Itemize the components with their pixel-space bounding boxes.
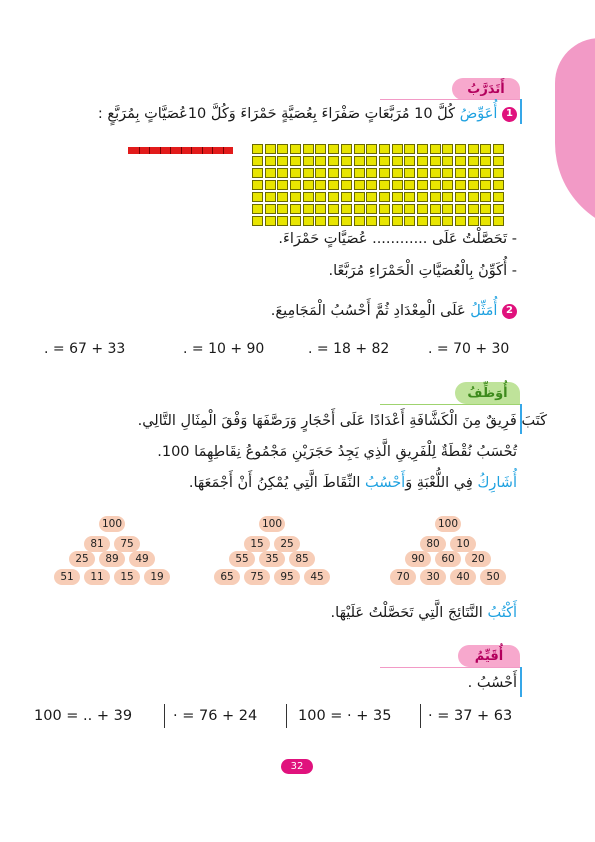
unit-square [366, 144, 377, 154]
assess-sep-1 [164, 704, 165, 728]
unit-square [442, 204, 453, 214]
employ-line-1: كَتَبَ فَرِيقٌ مِنَ الْكَشَّافَةِ أَعْدَادًا عَلَى أَحْجَارٍ وَرَصَّفَهَا وَفْقَ الْمِثَالِ التَّالِي. [137, 413, 547, 429]
ex1-line-a: - تَحَصَّلْتُ عَلَى ............ عُصَيَّاتٍ حَمْرَاءَ. [278, 231, 517, 247]
unit-square [493, 168, 504, 178]
rod-segment-mark [212, 147, 213, 154]
unit-square [328, 168, 339, 178]
unit-square [379, 144, 390, 154]
unit-square [442, 180, 453, 190]
unit-square [379, 156, 390, 166]
stone-number: 100 [259, 516, 285, 532]
employ-line-3-rest: النِّقَاطَ الَّتِي يُمْكِنُ أَنْ أَجْمَعَهَا. [188, 475, 361, 491]
ex2-verb: أُمَثِّلُ [470, 303, 498, 319]
unit-square [252, 204, 263, 214]
unit-square [480, 180, 491, 190]
unit-square [341, 180, 352, 190]
stone-number: 100 [99, 516, 125, 532]
unit-square [290, 192, 301, 202]
unit-square [341, 216, 352, 226]
ex1-instruction [47, 106, 517, 123]
unit-square [404, 156, 415, 166]
unit-square [468, 204, 479, 214]
page-number: 32 [281, 759, 313, 774]
stone-number: 55 [229, 551, 255, 567]
unit-square [265, 192, 276, 202]
unit-square [392, 216, 403, 226]
rod-segment-mark [170, 147, 171, 154]
stone-number: 60 [435, 551, 461, 567]
ex1-rest: كُلَّ 10 مُرَبَّعَاتٍ صَفْرَاءَ بِعُصَيَّةٍ حَمْرَاءَ وَكُلَّ 10عُصَيَّاتٍ بِمُرَبَّعٍ : [97, 106, 456, 122]
unit-square [404, 192, 415, 202]
unit-square [277, 204, 288, 214]
unit-square [480, 192, 491, 202]
stone-number: 90 [405, 551, 431, 567]
unit-square [430, 144, 441, 154]
ex2-rest: عَلَى الْمِعْدَادِ ثُمَّ أَحْسُبُ الْمَجَامِيعَ. [270, 303, 466, 319]
unit-square [328, 156, 339, 166]
unit-square [277, 192, 288, 202]
rod-segment-mark [202, 147, 203, 154]
unit-square [379, 216, 390, 226]
unit-square [252, 168, 263, 178]
unit-square [392, 192, 403, 202]
unit-square [392, 168, 403, 178]
unit-square [379, 168, 390, 178]
unit-square [493, 180, 504, 190]
unit-square [303, 144, 314, 154]
unit-square [290, 168, 301, 178]
unit-square [265, 144, 276, 154]
unit-square [366, 168, 377, 178]
ex1-number: 1 [502, 107, 517, 122]
stone-number: 15 [114, 569, 140, 585]
unit-square [455, 216, 466, 226]
unit-square [265, 168, 276, 178]
unit-square [366, 156, 377, 166]
employ-line-3 [37, 475, 517, 492]
rod-segment-mark [191, 147, 192, 154]
unit-square [404, 144, 415, 154]
unit-square [417, 168, 428, 178]
assess-tab-label: أُقَيِّمُ [474, 648, 504, 664]
unit-square [341, 144, 352, 154]
ex2-expr-3: . = 18 + 82 [308, 341, 390, 357]
unit-square [468, 216, 479, 226]
employ-tab [455, 382, 520, 404]
unit-square [328, 192, 339, 202]
unit-square [290, 216, 301, 226]
ex2-expr-1: . = 67 + 33 [44, 341, 126, 357]
unit-square [341, 168, 352, 178]
unit-square [265, 216, 276, 226]
employ-verb-calculate: أَحْسُبُ [365, 475, 406, 491]
assess-instruction: أَحْسُبُ . [467, 675, 517, 691]
unit-square [442, 192, 453, 202]
unit-square [303, 168, 314, 178]
unit-square [455, 192, 466, 202]
unit-square [430, 180, 441, 190]
assess-sep-3 [420, 704, 421, 728]
stone-number: 81 [84, 536, 110, 552]
practice-tab-label: أَتَدَرَّبُ [467, 81, 505, 97]
ex1-line-b: - أُكَوِّنُ بِالْعُصَيَّاتِ الْحَمْرَاءِ مُرَبَّعًا. [328, 263, 517, 279]
unit-square [442, 168, 453, 178]
unit-square [277, 144, 288, 154]
stone-number: 80 [420, 536, 446, 552]
unit-square [493, 144, 504, 154]
unit-square [404, 204, 415, 214]
unit-square [430, 156, 441, 166]
stone-number: 89 [99, 551, 125, 567]
ex2-instruction [97, 303, 517, 320]
unit-square [468, 192, 479, 202]
unit-square [328, 180, 339, 190]
unit-square [455, 180, 466, 190]
unit-square [455, 204, 466, 214]
ex1-verb: أُعَوِّضُ [459, 106, 498, 122]
unit-square [366, 216, 377, 226]
unit-square [366, 180, 377, 190]
rod-segment-mark [149, 147, 150, 154]
unit-square [493, 216, 504, 226]
assess-bar [520, 667, 522, 697]
unit-square [404, 216, 415, 226]
stone-number: 35 [259, 551, 285, 567]
unit-square [430, 192, 441, 202]
unit-square [480, 204, 491, 214]
unit-square [354, 144, 365, 154]
practice-divider [380, 99, 520, 100]
unit-square [455, 144, 466, 154]
unit-square [303, 156, 314, 166]
unit-square [303, 192, 314, 202]
unit-square [354, 156, 365, 166]
unit-square [354, 204, 365, 214]
stone-number: 75 [244, 569, 270, 585]
stone-number: 30 [420, 569, 446, 585]
unit-square [480, 144, 491, 154]
unit-square [354, 180, 365, 190]
unit-square [265, 180, 276, 190]
stone-number: 11 [84, 569, 110, 585]
stone-number: 51 [54, 569, 80, 585]
unit-square [265, 204, 276, 214]
unit-square [417, 192, 428, 202]
unit-square [328, 144, 339, 154]
unit-square [430, 204, 441, 214]
unit-square [341, 192, 352, 202]
yellow-squares-grid [252, 144, 504, 226]
corner-decoration [555, 38, 595, 233]
assess-expr-4: · = 37 + 63 [428, 708, 513, 724]
ex2-number: 2 [502, 304, 517, 319]
stone-number: 49 [129, 551, 155, 567]
assess-divider [380, 667, 520, 668]
unit-square [366, 192, 377, 202]
unit-square [392, 180, 403, 190]
unit-square [468, 144, 479, 154]
unit-square [379, 204, 390, 214]
unit-square [303, 204, 314, 214]
unit-square [252, 180, 263, 190]
unit-square [290, 204, 301, 214]
unit-square [315, 180, 326, 190]
unit-square [392, 204, 403, 214]
unit-square [392, 144, 403, 154]
stone-number: 100 [435, 516, 461, 532]
stone-number: 95 [274, 569, 300, 585]
stone-number: 75 [114, 536, 140, 552]
unit-square [404, 180, 415, 190]
unit-square [480, 216, 491, 226]
unit-square [252, 192, 263, 202]
assess-expr-1: 100 = .. + 39 [34, 708, 133, 724]
unit-square [354, 168, 365, 178]
unit-square [430, 216, 441, 226]
stone-number: 85 [289, 551, 315, 567]
unit-square [265, 156, 276, 166]
unit-square [493, 156, 504, 166]
unit-square [354, 192, 365, 202]
stone-number: 19 [144, 569, 170, 585]
assess-sep-2 [286, 704, 287, 728]
unit-square [417, 204, 428, 214]
unit-square [442, 216, 453, 226]
stone-number: 45 [304, 569, 330, 585]
unit-square [277, 168, 288, 178]
employ-tab-label: أُوَظِّفُ [467, 385, 508, 401]
unit-square [379, 180, 390, 190]
employ-line-2: تُحْسَبُ نُقْطَةٌ لِلْفَرِيقِ الَّذِي يَجِدُ حَجَرَيْنِ مَجْمُوعُ نِقَاطِهِمَا 100. [157, 444, 517, 460]
practice-bar [520, 99, 522, 124]
unit-square [328, 216, 339, 226]
unit-square [252, 216, 263, 226]
practice-tab [452, 78, 520, 100]
ex2-expr-2: . = 10 + 90 [183, 341, 265, 357]
unit-square [480, 156, 491, 166]
stone-number: 70 [390, 569, 416, 585]
employ-divider [380, 404, 520, 405]
unit-square [277, 216, 288, 226]
unit-square [354, 216, 365, 226]
unit-square [315, 192, 326, 202]
employ-write-line [97, 605, 517, 622]
unit-square [252, 156, 263, 166]
unit-square [290, 156, 301, 166]
assess-tab [458, 645, 520, 667]
unit-square [290, 144, 301, 154]
stone-number: 25 [69, 551, 95, 567]
employ-verb-participate: أُشَارِكُ [477, 475, 517, 491]
unit-square [315, 156, 326, 166]
unit-square [455, 156, 466, 166]
unit-square [315, 168, 326, 178]
employ-line-3-mid: فِي اللُّعْبَةِ وَ [405, 475, 473, 491]
unit-square [493, 204, 504, 214]
stone-number: 10 [450, 536, 476, 552]
unit-square [493, 192, 504, 202]
rod-segment-mark [223, 147, 224, 154]
unit-square [252, 144, 263, 154]
rod-segment-mark [139, 147, 140, 154]
unit-square [468, 180, 479, 190]
stone-number: 65 [214, 569, 240, 585]
unit-square [277, 180, 288, 190]
unit-square [442, 156, 453, 166]
unit-square [277, 156, 288, 166]
unit-square [417, 144, 428, 154]
unit-square [392, 156, 403, 166]
unit-square [468, 168, 479, 178]
unit-square [480, 168, 491, 178]
unit-square [341, 204, 352, 214]
unit-square [366, 204, 377, 214]
ex2-expr-4: . = 70 + 30 [428, 341, 510, 357]
employ-verb-write: أَكْتُبُ [487, 605, 517, 621]
unit-square [315, 144, 326, 154]
red-rod [128, 147, 233, 154]
unit-square [328, 204, 339, 214]
unit-square [442, 144, 453, 154]
rod-segment-mark [160, 147, 161, 154]
unit-square [315, 204, 326, 214]
unit-square [290, 180, 301, 190]
unit-square [468, 156, 479, 166]
assess-expr-3: 100 = · + 35 [298, 708, 392, 724]
unit-square [417, 156, 428, 166]
unit-square [341, 156, 352, 166]
unit-square [455, 168, 466, 178]
unit-square [303, 180, 314, 190]
stone-number: 15 [244, 536, 270, 552]
unit-square [303, 216, 314, 226]
unit-square [315, 216, 326, 226]
unit-square [404, 168, 415, 178]
unit-square [430, 168, 441, 178]
assess-expr-2: · = 76 + 24 [173, 708, 258, 724]
unit-square [417, 216, 428, 226]
stone-number: 25 [274, 536, 300, 552]
stone-number: 50 [480, 569, 506, 585]
employ-write-rest: النَّتَائِجَ الَّتِي تَحَصَّلْتُ عَلَيْهَا. [330, 605, 483, 621]
unit-square [417, 180, 428, 190]
rod-segment-mark [181, 147, 182, 154]
unit-square [379, 192, 390, 202]
stone-number: 40 [450, 569, 476, 585]
stone-number: 20 [465, 551, 491, 567]
